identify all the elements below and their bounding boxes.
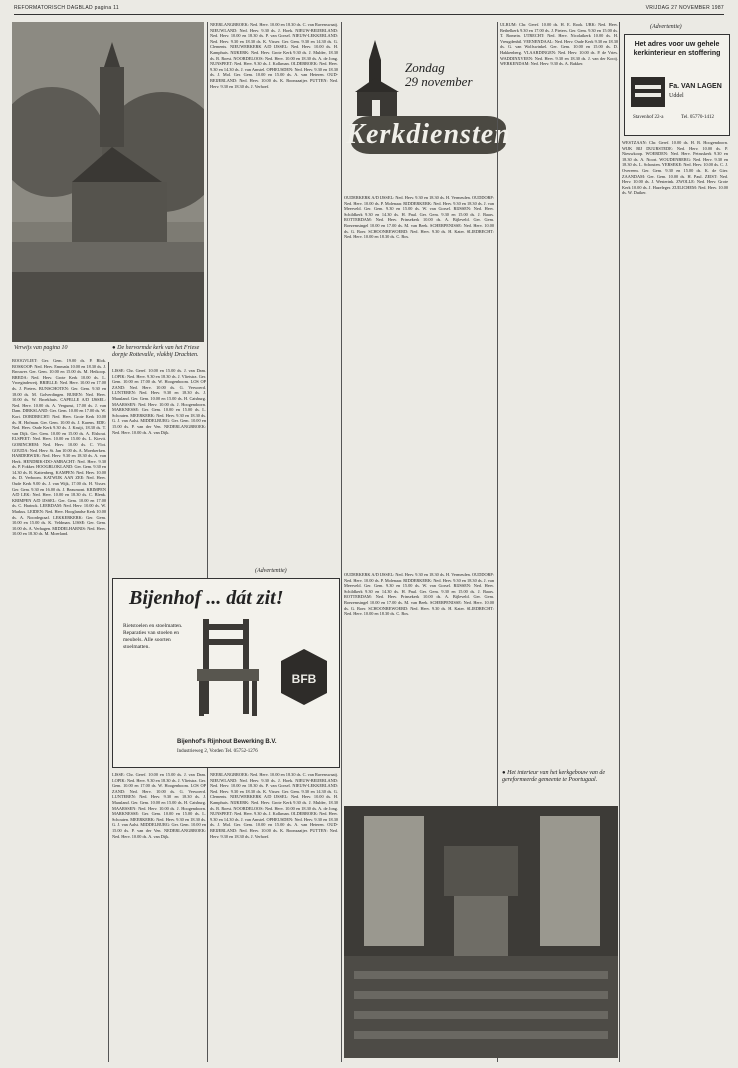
chair-illustration xyxy=(193,619,263,719)
vanlagen-name: Fa. VAN LAGEN xyxy=(669,83,722,90)
header-rule xyxy=(14,14,724,15)
column-2b-text: LISSE: Chr. Geref. 10.00 en 15.00 ds. J. van Dam. LOPIK: Ned. Herv. 9.30 en 18.30 ds. J. Vlietstra. Ger. Gem. 10.00 en 17.00 ds. W. Hoogenboom. LOS OP ZAND: Ned. Herv. 10.00 ds. G. Verwoerd. LUNTEREN: Ned. Herv. 9.30 en 18.30 ds. J. Maasland. Ger. Gem. 10.00 en 15.00 ds. H. Catsburg. MAARSSEN: Ned. Herv. 10.00 ds. J. Hoogendoorn. MARKNESSE: Ger. Gem. 10.00 en 15.00 ds. L. Schouten. MEERKERK: Ned. Herv. 9.30 en 18.30 ds. G. J. van Aalst. MIDDELBURG: Ger. Gem. 10.00 en 15.00 ds. P. van der Ven. NEDERLANGBROEK: Ned. Herv. 10.00 ds. A. van Dijk. xyxy=(112,772,206,839)
vanlagen-tel: Tel. 05770-1412 xyxy=(681,115,714,120)
interior-illustration xyxy=(344,806,618,1058)
bijenhof-address: Industrieweg 2, Vorden Tel. 05752-1276 xyxy=(177,749,258,754)
vanlagen-advertisement xyxy=(624,34,730,136)
column-4-text: OUDERKERK A/D IJSSEL: Ned. Herv. 9.30 en 18.30 ds. H. Vermeulen. OUDDORP: Ned. Herv. 10.00 ds. P. Molenaar. RIDDERKERK: Ned. Herv. 9.30 en 18.30 ds. J. van Meerveld. Ger. Gem. 9.30 en 15.00 ds. W. van Gorsel. RIJSSEN: Ned. Herv. Schildkerk 9.30 en 14.30 ds. H. Paul. Ger. Gem. 9.30 en 15.00 ds. J. Baars. ROTTERDAM: Ned. Herv. Prinsekerk 10.00 ds. A. Bijleveld. Ger. Gem. Boezemsingel 10.00 en 17.00 ds. M. van Beek. SCHERPENISSE: Ned. Herv. 10.00 ds. G. Boer. SCHOONREWOERD: Ned. Herv. 9.30 ds. H. Kater. SLIEDRECHT: Ned. Herv. 10.00 en 18.30 ds. C. Bos. xyxy=(344,195,494,240)
column-3-text: NEERLANGBROEK: Ned. Herv. 10.00 en 18.30 ds. C. van Ravenswaaij. NIEUWLAND: Ned. Herv. 9.30 ds. J. Hoek. NIEUW-BEIJERLAND: Ned. Herv. 10.00 en 18.30 ds. P. van Gorsel. NIEUW-LEKKERLAND: Ned. Herv. 9.30 en 18.30 ds. K. Visser. Ger. Gem. 9.30 en 14.30 ds. G. Clements. NIEUWERKERK A/D IJSSEL: Ned. Herv. 10.00 ds. H. Kamphuis. NIJKERK: Ned. Herv. Grote Kerk 9.30 ds. J. Mulder, 18.30 ds. B. Roest. NOORDELOOS: Ned. Herv. 10.00 en 18.30 ds. A. de Jong. NUNSPEET: Ned. Herv. 9.30 ds. J. Kolkman. OLDEBROEK: Ned. Herv. 9.30 en 14.30 ds. J. van Amstel. OPHEUSDEN: Ned. Herv. 9.30 en 18.30 ds. J. Mol. Ger. Gem. 10.00 en 15.00 ds. A. van Heteren. OUD-BEIJERLAND: Ned. Herv. 10.00 ds. K. Boonzaaijer. PUTTEN: Ned. Herv. 9.30 en 18.30 ds. J. Verhoef. xyxy=(210,22,338,89)
kerkdiensten-banner: Kerkdiensten xyxy=(351,116,506,154)
column-3b-text: NEERLANGBROEK: Ned. Herv. 10.00 en 18.30 ds. C. van Ravenswaaij. NIEUWLAND: Ned. Herv. 9.30 ds. J. Hoek. NIEUW-BEIJERLAND: Ned. Herv. 10.00 en 18.30 ds. P. van Gorsel. NIEUW-LEKKERLAND: Ned. Herv. 9.30 en 18.30 ds. K. Visser. Ger. Gem. 9.30 en 14.30 ds. G. Clements. NIEUWERKERK A/D IJSSEL: Ned. Herv. 10.00 ds. H. Kamphuis. NIJKERK: Ned. Herv. Grote Kerk 9.30 ds. J. Mulder, 18.30 ds. B. Roest. NOORDELOOS: Ned. Herv. 10.00 en 18.30 ds. A. de Jong. NUNSPEET: Ned. Herv. 9.30 ds. J. Kolkman. OLDEBROEK: Ned. Herv. 9.30 en 14.30 ds. J. van Amstel. OPHEUSDEN: Ned. Herv. 9.30 en 18.30 ds. J. Mol. Ger. Gem. 10.00 en 15.00 ds. A. van Heteren. OUD-BEIJERLAND: Ned. Herv. 10.00 ds. K. Boonzaaijer. PUTTEN: Ned. Herv. 9.30 en 18.30 ds. J. Verhoef. xyxy=(210,772,338,839)
bijenhof-logo xyxy=(281,649,327,705)
column-2b xyxy=(112,772,206,1060)
church-caption xyxy=(112,345,208,359)
column-rule xyxy=(341,22,342,1062)
ad-label-right: (Advertentie) xyxy=(650,24,682,30)
column-6-text: WESTZAAN: Chr. Geref. 10.00 ds. H. B. Hoogendoorn. WIJK BIJ DUURSTEDE: Ned. Herv. 10.00 ds. P. Nieuwkoop. WOERDEN: Ned. Herv. Petruskerk 9.30 en 18.30 ds. A. Noort. WOUDENBERG: Ned. Herv. 9.30 en 18.30 ds. L. Schouten. YERSEKE: Ned. Herv. 10.00 ds. C. J. Overeem. Ger. Gem. 9.30 en 15.00 ds. K. de Gier. ZAANDAM: Ger. Gem. 10.00 ds. H. Paul. ZEIST: Ned. Herv. 10.00 ds. J. Westerink. ZWOLLE: Ned. Herv. Grote Kerk 10.00 ds. J. Hazeleger. ZUILICHEM: Ned. Herv. 10.00 ds. W. Duiker. xyxy=(622,140,728,196)
vanlagen-headline: Het adres voor uw gehele kerkinterieur en stoffering xyxy=(633,41,721,57)
column-6 xyxy=(622,140,728,1060)
column-2 xyxy=(112,368,206,566)
bijenhof-body: Rietstoelen en stoelmatten. Reparaties van stoelen en meubels. Alle soorten stoelmatten. xyxy=(123,623,183,650)
column-4b-text: OUDERKERK A/D IJSSEL: Ned. Herv. 9.30 en 18.30 ds. H. Vermeulen. OUDDORP: Ned. Herv. 10.00 ds. P. Molenaar. RIDDERKERK: Ned. Herv. 9.30 en 18.30 ds. J. van Meerveld. Ger. Gem. 9.30 en 15.00 ds. W. van Gorsel. RIJSSEN: Ned. Herv. Schildkerk 9.30 en 14.30 ds. H. Paul. Ger. Gem. 9.30 en 15.00 ds. J. Baars. ROTTERDAM: Ned. Herv. Prinsekerk 10.00 ds. A. Bijleveld. Ger. Gem. Boezemsingel 10.00 en 17.00 ds. M. van Beek. SCHERPENISSE: Ned. Herv. 10.00 ds. G. Boer. SCHOONREWOERD: Ned. Herv. 9.30 ds. H. Kater. SLIEDRECHT: Ned. Herv. 10.00 en 18.30 ds. C. Bos. xyxy=(344,572,494,617)
bullet-icon: ● xyxy=(502,770,506,776)
interior-photo xyxy=(344,806,618,1058)
bullet-icon: ● xyxy=(112,345,116,351)
column-5 xyxy=(500,22,618,702)
column-rule xyxy=(108,362,109,1062)
column-1-text: BOOGVLIET: Ger. Gem. 19.00 ds. P. Blok. BOSKOOP: Ned. Herv. Emmaüs 10.00 en 18.30 ds. J. Brouwer. Ger. Gem. 10.00 en 15.00 ds. M. Heikoop. BREDA: Ned. Herv. Grote Kerk 10.00 ds. L. Vroegindeweij. BRIELLE: Ned. Herv. 10.00 en 17.00 ds. J. Pieters. BUNSCHOTEN: Ger. Gem. 9.30 en 18.00 ds. M. Golverdingen. BUREN: Ned. Herv. 10.00 ds. W. Broekhuis. CAPELLE A/D IJSSEL: Ned. Herv. 10.00 ds. A. Vergunst, 17.00 ds. J. van Dam. DIRKSLAND: Ger. Gem. 10.00 en 17.00 ds. W. Kort. DORDRECHT: Ned. Herv. Grote Kerk 10.00 ds. H. Hofman. Ger. Gem. 10.00 ds. J. Karens. EDE: Ned. Herv. Oude Kerk 9.30 ds. J. Kruijt, 18.30 ds. T. van Dijk. Ger. Gem. 10.00 en 15.00 ds. A. Elshout. ELSPEET: Ned. Herv. 10.00 en 15.00 ds. L. Kievit. GORINCHEM: Ned. Herv. 10.00 ds. C. Vlot. GOUDA: Ned. Herv. St. Jan 10.00 ds. A. Moerkerken. HARDERWIJK: Ned. Herv. 9.30 en 18.30 ds. A. van Herk. HENDRIK-IDO-AMBACHT: Ned. Herv. 9.30 ds. P. Fokker. HOOGBLOKLAND: Ger. Gem. 9.30 en 14.30 ds. R. Kattenberg. KAMPEN: Ned. Herv. 10.00 ds. D. Verboom. KATWIJK AAN ZEE: Ned. Herv. Oude Kerk 9.00 ds. J. van Wijk, 17.00 ds. H. Visser. Ger. Gem. 9.30 en 16.00 ds. J. Beaumont. KRIMPEN A/D LEK: Ned. Herv. 10.00 en 18.30 ds. C. Blenk. KRIMPEN A/D IJSSEL: Ger. Gem. 10.00 en 17.00 ds. C. Harinck. LEERDAM: Ned. Herv. 10.00 ds. W. Markus. LEIDEN: Ned. Herv. Hooglandse Kerk 10.00 ds. A. Noordegraaf. LEKKERKERK: Ger. Gem. 10.00 en 15.00 ds. K. Veldman. LISSE: Ger. Gem. 10.00 ds. A. Verhagen. MIDDELHARNIS: Ned. Herv. 10.00 en 18.30 ds. M. Moerland. xyxy=(12,358,106,537)
page-header xyxy=(14,5,724,15)
vanlagen-address: Stavenhof 22-a xyxy=(633,115,664,120)
column-rule xyxy=(207,22,208,1062)
vanlagen-place: Uddel xyxy=(669,93,684,99)
interior-caption-text: Het interieur van het kerkgebouw van de gereformeerde gemeente te Poortugaal. xyxy=(502,770,606,783)
church-illustration xyxy=(12,22,204,342)
column-rule xyxy=(619,22,620,1062)
bijenhof-advertisement xyxy=(112,578,340,768)
bijenhof-company: Bijenhof's Rijnhout Bewerking B.V. xyxy=(177,739,277,745)
column-3 xyxy=(210,22,338,542)
column-4 xyxy=(344,195,494,565)
photo-refer-caption: Verwijs van pagina 10 xyxy=(14,345,68,351)
column-2-text: LISSE: Chr. Geref. 10.00 en 15.00 ds. J. van Dam. LOPIK: Ned. Herv. 9.30 en 18.30 ds. J. Vlietstra. Ger. Gem. 10.00 en 17.00 ds. W. Hoogenboom. LOS OP ZAND: Ned. Herv. 10.00 ds. G. Verwoerd. LUNTEREN: Ned. Herv. 9.30 en 18.30 ds. J. Maasland. Ger. Gem. 10.00 en 15.00 ds. H. Catsburg. MAARSSEN: Ned. Herv. 10.00 ds. J. Hoogendoorn. MARKNESSE: Ger. Gem. 10.00 en 15.00 ds. L. Schouten. MEERKERK: Ned. Herv. 9.30 en 18.30 ds. G. J. van Aalst. MIDDELBURG: Ger. Gem. 10.00 en 15.00 ds. P. van der Ven. NEDERLANGBROEK: Ned. Herv. 10.00 ds. A. van Dijk. xyxy=(112,368,206,435)
church-logo-icon xyxy=(347,40,407,120)
svg-text:BFB: BFB xyxy=(291,672,317,686)
church-photo xyxy=(12,22,204,342)
header-right: VRIJDAG 27 NOVEMBER 1987 xyxy=(645,5,724,11)
ad-label-middle: (Advertentie) xyxy=(255,568,287,574)
date-line-1: Zondag xyxy=(405,60,445,75)
column-1 xyxy=(12,358,106,1058)
kerkdiensten-title xyxy=(345,40,510,188)
church-caption-text: De hervormde kerk van het Friese dorpje Rottevalle, vlakbij Drachten. xyxy=(112,345,200,358)
header-left: REFORMATORISCH DAGBLAD pagina 11 xyxy=(14,5,119,11)
interior-caption xyxy=(502,770,617,784)
date-line-2: 29 november xyxy=(405,74,473,89)
bijenhof-headline: Bijenhof ... dát zit! xyxy=(129,587,284,609)
vanlagen-logo xyxy=(631,77,665,107)
column-3b xyxy=(210,772,338,1060)
column-5-text: ULRUM: Chr. Geref. 10.00 ds. H. E. Rook. URK: Ned. Herv. Bethelkerk 9.30 en 17.00 ds. J. Pieters. Ger. Gem. 9.30 en 15.00 ds. T. Romein. UTRECHT: Ned. Herv. Nicolaïkerk 10.00 ds. H. Vreugdenhil. VEENENDAAL: Ned. Herv. Oude Kerk 9.30 en 18.30 ds. G. van Wolfswinkel. Ger. Gem. 10.00 en 15.00 ds. D. Hakkenberg. VLAARDINGEN: Ned. Herv. 10.00 ds. P. de Vries. WADDINXVEEN: Ned. Herv. 9.30 en 18.30 ds. J. van der Kooij. WERKENDAM: Ned. Herv. 9.30 ds. A. Bakker. xyxy=(500,22,618,67)
